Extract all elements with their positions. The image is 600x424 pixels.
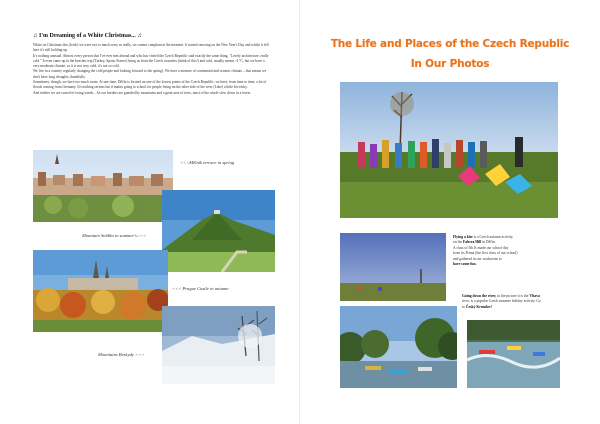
page-title-line-2: In Our Photos: [410, 58, 490, 70]
river-text: river, is a popular Czech summer holiday activity. Go: [462, 299, 541, 304]
kite-text: is a Czech autumn activity,: [472, 235, 514, 239]
river-text: to: [462, 304, 466, 309]
river-description: [462, 294, 587, 310]
town-name: Český Krumlov!: [465, 304, 492, 309]
fabera-hill-name: Fabera Hill: [463, 240, 482, 245]
photo-river-rafting: [467, 320, 560, 388]
river-lead: Going down the river,: [462, 294, 497, 298]
river-name: Vltava: [529, 294, 540, 298]
photo-prague-terrace: [33, 150, 173, 222]
kite-lead: Flying a kite: [453, 235, 473, 239]
caption-castle: <<< Prague Castle in autumn: [172, 286, 229, 291]
kite-text: on the: [453, 240, 464, 245]
article-paragraph: It's nothing unusual. Almost every person that I've ever met abroad and who has visited the Czech Republic said exactly the same thing, "Lovely architecture, really cold." It even came up in the beaches trip (Turkey, Spain, France) bring us from the Czech countries (think of this!) and cold, usually means -4 °C, but we have a very moderate climate, so it is not very cold, it's not so cold.: [33, 53, 269, 69]
article-body: [33, 43, 271, 96]
song-title: ♫ I'm Dreaming of a White Christmas... ♫: [33, 33, 142, 39]
caption-beskydy: Mountains Beskydy >>>: [98, 352, 145, 357]
article-paragraph: White on Christmas this (fetch) we were not so much sorry as really, we cannot complain at the moment. It started snowing on the New Year's Day and whilst it fell here it's still holding up.: [33, 43, 269, 53]
photo-prague-castle: [33, 250, 168, 332]
river-text: in the picture it is the: [496, 294, 530, 298]
kite-end: have some fun.: [453, 262, 477, 267]
article-paragraph: Sometimes, though, we have too much water. At one time, Děčín is located on one of the lowest points of the Czech Republic, we have, from time to time, a lot of floods coming from Germany. It's nothing serious but it makes going to school for people living on the other side of the river (Labe) a little bit tricky.: [33, 80, 267, 90]
photo-river-vltava: [340, 306, 457, 388]
article-paragraph: And neither we are scared of rising winds... As our borders are guarded by mountains and a great area of trees, most of the winds slow down in a forest.: [33, 90, 252, 95]
kite-text: and gathered in our workroom to: [453, 256, 502, 261]
photo-kite-flying: [340, 82, 558, 218]
caption-prague: <<<Mělník terrace in spring: [180, 160, 235, 165]
photo-fabera-hill: [340, 233, 446, 301]
kite-text: in Děčín.: [481, 240, 496, 245]
photo-snezka: [162, 190, 275, 272]
article-paragraph: We live in a country regularly changing the cold people and looking forward to the spring). We have a mixture of continental and oceanic climate – that means we don't have long droughts, thankfully.: [33, 69, 267, 79]
caption-snezka: Mountain Sněžka in summer's>>>: [82, 233, 147, 238]
kite-text: A class of 5th K made our school day: [453, 245, 509, 250]
kite-description: [453, 235, 573, 267]
photo-beskydy: [162, 306, 275, 384]
kite-text: from its Prima (the first class of our school): [453, 251, 518, 256]
page-title-line-1: The Life and Places of the Czech Republic: [330, 38, 570, 50]
